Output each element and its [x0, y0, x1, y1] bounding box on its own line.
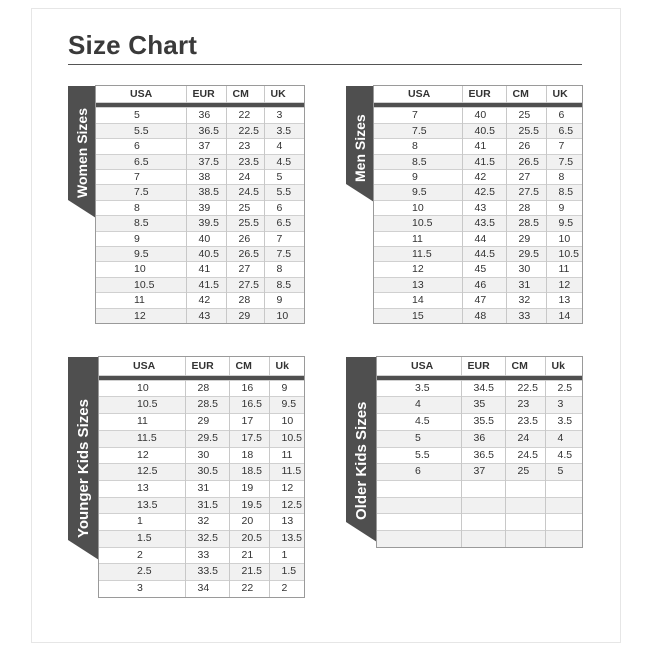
table-cell: 14: [374, 293, 462, 308]
table-cell: 18.5: [229, 464, 269, 481]
table-cell: 25.5: [226, 216, 264, 231]
table-cell: [377, 480, 461, 497]
table-cell: 6.5: [264, 216, 304, 231]
table-cell: 4: [377, 397, 461, 414]
table-cell: 8.5: [374, 154, 462, 169]
table-cell: 23.5: [505, 414, 545, 431]
table-cell: 12: [99, 447, 185, 464]
table-row: [99, 564, 304, 581]
table-cell: 5: [96, 108, 186, 123]
column-header: USA: [99, 357, 185, 375]
table-cell: 2.5: [99, 564, 185, 581]
table-cell: 8: [96, 200, 186, 215]
table-row: [99, 480, 304, 497]
table-cell: 16.5: [229, 397, 269, 414]
table-row: [374, 170, 582, 185]
table-cell: 6: [264, 200, 304, 215]
table-cell: 33: [185, 547, 229, 564]
column-header: USA: [377, 357, 461, 375]
table-cell: 13: [546, 293, 582, 308]
table-row: [374, 108, 582, 123]
table-cell: [505, 530, 545, 546]
men-sizes-label: Men Sizes: [352, 114, 368, 182]
table-cell: 11.5: [99, 430, 185, 447]
table-row: [374, 123, 582, 138]
table-cell: 31: [185, 480, 229, 497]
table-row: [99, 380, 304, 397]
table-cell: 38: [186, 170, 226, 185]
table-cell: 9: [264, 293, 304, 308]
table-cell: 4.5: [377, 414, 461, 431]
table-cell: 8.5: [546, 185, 582, 200]
table-cell: 22.5: [226, 123, 264, 138]
table-cell: 4.5: [545, 447, 582, 464]
table-row: [99, 397, 304, 414]
table-cell: 1: [99, 514, 185, 531]
table-row: [96, 277, 304, 292]
column-header: EUR: [185, 357, 229, 375]
table-row: [374, 247, 582, 262]
table-cell: 34: [185, 581, 229, 597]
table-cell: 7.5: [546, 154, 582, 169]
table-row: [99, 414, 304, 431]
table-cell: [377, 514, 461, 531]
table-cell: 39.5: [186, 216, 226, 231]
table-cell: 3: [99, 581, 185, 597]
table-cell: 11: [546, 262, 582, 277]
table-row: [374, 262, 582, 277]
table-cell: 9.5: [546, 216, 582, 231]
table-cell: [461, 514, 505, 531]
table-cell: 2: [99, 547, 185, 564]
table-cell: 5.5: [264, 185, 304, 200]
table-cell: 1.5: [99, 531, 185, 548]
table-cell: 13.5: [269, 531, 304, 548]
table-cell: 22: [226, 108, 264, 123]
older-kids-size-table: [377, 357, 582, 547]
table-cell: 2: [269, 581, 304, 597]
table-cell: 13: [99, 480, 185, 497]
table-cell: 10: [269, 414, 304, 431]
table-cell: 5.5: [96, 123, 186, 138]
table-cell: 10.5: [96, 277, 186, 292]
table-cell: 31.5: [185, 497, 229, 514]
table-cell: 40: [462, 108, 506, 123]
table-cell: [545, 480, 582, 497]
table-cell: 7.5: [96, 185, 186, 200]
table-cell: 28: [226, 293, 264, 308]
table-cell: 28: [185, 380, 229, 397]
table-cell: 43: [186, 308, 226, 323]
table-cell: 26: [226, 231, 264, 246]
table-cell: 6: [377, 464, 461, 481]
table-cell: 29: [506, 231, 546, 246]
table-cell: 7.5: [264, 247, 304, 262]
table-cell: 4: [545, 430, 582, 447]
table-cell: 27: [506, 170, 546, 185]
table-cell: [545, 530, 582, 546]
table-cell: 29: [226, 308, 264, 323]
table-cell: 26.5: [506, 154, 546, 169]
younger-kids-sizes-label: Younger Kids Sizes: [75, 399, 92, 538]
table-cell: 42.5: [462, 185, 506, 200]
men-size-table: [374, 86, 582, 323]
table-cell: 8.5: [96, 216, 186, 231]
table-cell: 40.5: [462, 123, 506, 138]
table-cell: [461, 497, 505, 514]
table-cell: 29: [185, 414, 229, 431]
table-cell: 28.5: [506, 216, 546, 231]
table-cell: 20.5: [229, 531, 269, 548]
table-cell: 12.5: [99, 464, 185, 481]
column-header: Uk: [551, 359, 565, 372]
table-cell: 43: [462, 200, 506, 215]
table-cell: 48: [462, 308, 506, 323]
table-cell: 10: [99, 380, 185, 397]
table-cell: 41.5: [462, 154, 506, 169]
table-cell: 43.5: [462, 216, 506, 231]
table-cell: 23.5: [226, 154, 264, 169]
table-cell: 40.5: [186, 247, 226, 262]
table-cell: 28.5: [185, 397, 229, 414]
table-cell: 6: [96, 139, 186, 154]
table-cell: 10.5: [374, 216, 462, 231]
column-header: USA: [374, 86, 462, 103]
table-row: [96, 139, 304, 154]
table-cell: 7: [96, 170, 186, 185]
table-cell: 36.5: [461, 447, 505, 464]
table-cell: 16: [229, 380, 269, 397]
table-row: [96, 262, 304, 277]
table-row: [377, 480, 582, 497]
column-header: EUR: [461, 357, 505, 375]
page-title: Size Chart: [68, 30, 198, 60]
column-header: CM: [226, 86, 264, 103]
table-row: [96, 108, 304, 123]
table-cell: 17: [229, 414, 269, 431]
table-cell: 3.5: [545, 414, 582, 431]
column-header: CM: [506, 86, 546, 103]
table-cell: 3: [545, 397, 582, 414]
table-cell: [505, 497, 545, 514]
table-row: [377, 397, 582, 414]
table-row: [374, 139, 582, 154]
table-cell: 25.5: [506, 123, 546, 138]
table-cell: 9: [546, 200, 582, 215]
table-cell: 44: [462, 231, 506, 246]
table-cell: 8: [264, 262, 304, 277]
table-row: [96, 200, 304, 215]
table-cell: 12: [96, 308, 186, 323]
table-cell: 6: [546, 108, 582, 123]
table-cell: 41: [462, 139, 506, 154]
table-cell: 9: [269, 380, 304, 397]
table-cell: 1: [269, 547, 304, 564]
table-cell: 24: [505, 430, 545, 447]
table-cell: 9: [96, 231, 186, 246]
table-cell: 44.5: [462, 247, 506, 262]
table-row: [374, 293, 582, 308]
table-cell: 11: [99, 414, 185, 431]
table-cell: [377, 497, 461, 514]
table-cell: 13: [374, 277, 462, 292]
table-cell: 25: [506, 108, 546, 123]
table-cell: 7: [546, 139, 582, 154]
table-cell: 24: [226, 170, 264, 185]
table-row: [99, 581, 304, 597]
table-row: [99, 447, 304, 464]
older-kids-sizes-label: Older Kids Sizes: [353, 401, 370, 520]
table-cell: 20: [229, 514, 269, 531]
table-row: [377, 380, 582, 397]
table-cell: 9: [374, 170, 462, 185]
table-cell: 5: [545, 464, 582, 481]
column-header: USA: [96, 86, 186, 103]
table-cell: 10.5: [269, 430, 304, 447]
table-cell: 14: [546, 308, 582, 323]
table-cell: 10: [374, 200, 462, 215]
table-cell: 1.5: [269, 564, 304, 581]
table-cell: 45: [462, 262, 506, 277]
table-cell: 21.5: [229, 564, 269, 581]
table-cell: 33.5: [185, 564, 229, 581]
table-cell: 5: [264, 170, 304, 185]
column-header: EUR: [186, 86, 226, 103]
table-cell: 9.5: [96, 247, 186, 262]
women-size-table: [96, 86, 304, 323]
table-row: [99, 531, 304, 548]
table-cell: 8: [546, 170, 582, 185]
table-cell: 3.5: [377, 380, 461, 397]
column-header: CM: [229, 357, 269, 375]
table-row: [377, 497, 582, 514]
table-row: [96, 154, 304, 169]
table-cell: 3.5: [264, 123, 304, 138]
table-cell: 32: [506, 293, 546, 308]
table-cell: 38.5: [186, 185, 226, 200]
table-row: [96, 123, 304, 138]
table-cell: 10: [546, 231, 582, 246]
table-cell: 7: [374, 108, 462, 123]
table-cell: 23: [226, 139, 264, 154]
table-cell: [461, 530, 505, 546]
table-cell: 12: [374, 262, 462, 277]
table-row: [99, 514, 304, 531]
table-cell: 4.5: [264, 154, 304, 169]
table-cell: 8: [374, 139, 462, 154]
table-cell: 36: [461, 430, 505, 447]
table-cell: 29.5: [506, 247, 546, 262]
table-cell: 10: [96, 262, 186, 277]
table-cell: 17.5: [229, 430, 269, 447]
table-cell: 35: [461, 397, 505, 414]
table-cell: 24.5: [505, 447, 545, 464]
table-cell: 6.5: [546, 123, 582, 138]
table-cell: 47: [462, 293, 506, 308]
table-row: [99, 464, 304, 481]
table-cell: 25: [505, 464, 545, 481]
table-cell: 9.5: [374, 185, 462, 200]
table-cell: 37: [186, 139, 226, 154]
table-row: [377, 514, 582, 531]
table-cell: 32: [185, 514, 229, 531]
column-header: UK: [552, 88, 568, 101]
table-cell: 9.5: [269, 397, 304, 414]
table-cell: 31: [506, 277, 546, 292]
table-cell: 37: [461, 464, 505, 481]
table-cell: 7: [264, 231, 304, 246]
table-row: [96, 185, 304, 200]
table-cell: 42: [462, 170, 506, 185]
table-cell: 41.5: [186, 277, 226, 292]
table-cell: 42: [186, 293, 226, 308]
table-cell: 10.5: [546, 247, 582, 262]
table-cell: 7.5: [374, 123, 462, 138]
table-row: [96, 231, 304, 246]
table-row: [96, 293, 304, 308]
table-row: [377, 530, 582, 546]
table-row: [99, 497, 304, 514]
table-cell: 37.5: [186, 154, 226, 169]
table-cell: 26.5: [226, 247, 264, 262]
table-cell: 12: [546, 277, 582, 292]
table-cell: 27.5: [506, 185, 546, 200]
table-row: [96, 308, 304, 323]
table-row: [96, 247, 304, 262]
table-cell: 22.5: [505, 380, 545, 397]
table-cell: 34.5: [461, 380, 505, 397]
table-cell: 11: [96, 293, 186, 308]
table-cell: 19.5: [229, 497, 269, 514]
table-cell: 3: [264, 108, 304, 123]
table-cell: 23: [505, 397, 545, 414]
table-cell: 22: [229, 581, 269, 597]
table-cell: 12.5: [269, 497, 304, 514]
table-cell: 41: [186, 262, 226, 277]
table-cell: 11.5: [374, 247, 462, 262]
table-cell: [461, 480, 505, 497]
table-cell: 26: [506, 139, 546, 154]
table-cell: 11.5: [269, 464, 304, 481]
table-cell: 10.5: [99, 397, 185, 414]
table-cell: [545, 514, 582, 531]
women-sizes-label: Women Sizes: [74, 108, 90, 198]
table-row: [96, 216, 304, 231]
table-cell: 2.5: [545, 380, 582, 397]
table-cell: 11: [374, 231, 462, 246]
table-cell: 32.5: [185, 531, 229, 548]
table-row: [377, 430, 582, 447]
table-cell: 40: [186, 231, 226, 246]
table-cell: 4: [264, 139, 304, 154]
table-cell: 28: [506, 200, 546, 215]
table-cell: [545, 497, 582, 514]
table-row: [374, 154, 582, 169]
table-cell: 5.5: [377, 447, 461, 464]
table-cell: 33: [506, 308, 546, 323]
table-cell: 46: [462, 277, 506, 292]
table-row: [374, 216, 582, 231]
table-cell: [505, 480, 545, 497]
table-cell: 24.5: [226, 185, 264, 200]
table-row: [377, 414, 582, 431]
table-cell: 8.5: [264, 277, 304, 292]
column-header: EUR: [462, 86, 506, 103]
table-row: [377, 464, 582, 481]
table-cell: 18: [229, 447, 269, 464]
table-cell: 11: [269, 447, 304, 464]
table-cell: 35.5: [461, 414, 505, 431]
table-cell: 13.5: [99, 497, 185, 514]
table-row: [99, 547, 304, 564]
table-cell: 5: [377, 430, 461, 447]
table-row: [374, 308, 582, 323]
table-row: [374, 185, 582, 200]
table-cell: [505, 514, 545, 531]
title-divider: [68, 64, 582, 65]
table-cell: 36: [186, 108, 226, 123]
younger-kids-size-table: [99, 357, 304, 597]
table-cell: 29.5: [185, 430, 229, 447]
table-cell: 27: [226, 262, 264, 277]
table-row: [374, 277, 582, 292]
table-row: [374, 200, 582, 215]
table-cell: [377, 530, 461, 546]
column-header: Uk: [275, 359, 289, 372]
table-cell: 27.5: [226, 277, 264, 292]
table-cell: 30.5: [185, 464, 229, 481]
table-row: [374, 231, 582, 246]
table-cell: 13: [269, 514, 304, 531]
table-cell: 12: [269, 480, 304, 497]
column-header: UK: [270, 88, 286, 101]
table-row: [377, 447, 582, 464]
table-cell: 36.5: [186, 123, 226, 138]
table-cell: 39: [186, 200, 226, 215]
table-row: [99, 430, 304, 447]
table-cell: 21: [229, 547, 269, 564]
table-cell: 19: [229, 480, 269, 497]
table-cell: 30: [506, 262, 546, 277]
table-cell: 30: [185, 447, 229, 464]
table-cell: 10: [264, 308, 304, 323]
column-header: CM: [505, 357, 545, 375]
table-cell: 25: [226, 200, 264, 215]
table-cell: 6.5: [96, 154, 186, 169]
table-cell: 15: [374, 308, 462, 323]
table-row: [96, 170, 304, 185]
